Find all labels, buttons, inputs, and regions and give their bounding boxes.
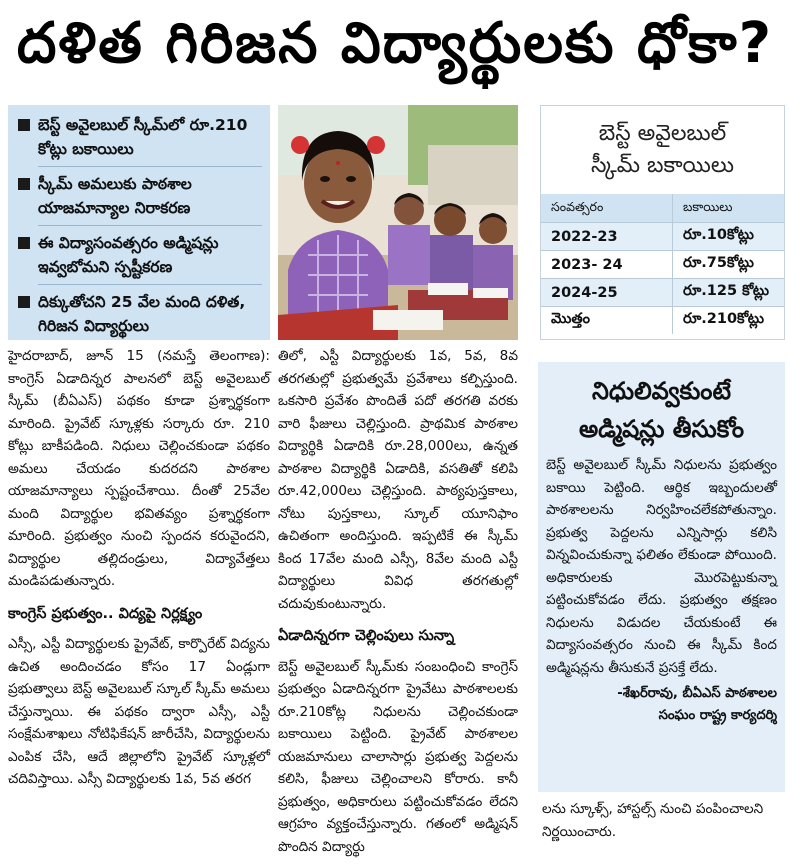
quote-signature-title: సంఘం రాష్ట్ర కార్యదర్శి xyxy=(658,708,777,723)
quote-box xyxy=(538,362,785,792)
square-bullet-icon xyxy=(18,119,30,131)
bullet-item xyxy=(18,172,262,220)
bullet-text: స్కీమ్ అమలుకు పాఠశాల యాజమాన్యాల నిరాకరణ xyxy=(38,175,192,217)
bullet-text: దిక్కుతోచని 25 వేల మంది దళిత, గిరిజన విద్యార్థులు xyxy=(38,293,246,335)
square-bullet-icon xyxy=(18,296,30,308)
article-column-3-tail: లను స్కూళ్స్, హాస్టల్స్ నుంచి పంపించాలని నిర్ణయించారు. xyxy=(542,801,764,840)
students-photo xyxy=(278,105,518,340)
bullet-text: బెస్ట్ అవైలబుల్ స్కీమ్‌లో రూ.210 కోట్లు బకాయిలు xyxy=(38,116,248,158)
year-cell: 2022-23 xyxy=(541,223,673,250)
dues-cell: రూ.10కోట్లు xyxy=(683,226,754,243)
headline: దళిత గిరిజన విద్యార్థులకు ధోకా? xyxy=(16,10,774,76)
year-cell: 2024-25 xyxy=(541,279,673,306)
highlights-box xyxy=(8,105,270,340)
article-column-1 xyxy=(8,345,270,791)
bullet-divider xyxy=(38,284,262,285)
header-year: సంవత్సరం xyxy=(541,194,673,222)
square-bullet-icon xyxy=(18,178,30,190)
dues-cell: రూ.75కోట్లు xyxy=(683,254,754,271)
table-title-line: స్కీమ్ బకాయిలు xyxy=(590,153,735,178)
bullet-item xyxy=(18,113,262,161)
dues-table xyxy=(540,105,785,340)
header-dues: బకాయిలు xyxy=(683,198,733,214)
article-paragraph: బెస్ట్ అవైలబుల్ స్కీమ్‌కు సంబంధించి కాంగ్రెస్ ప్రభుత్వం ఏడాదిన్నరగా ప్రైవేటు పాఠశాలలకు రూ.210కోట్ల నిధులను చెల్లించకుండా బకాయిలు పెట్టింది. ప్రైవేట్ పాఠశాలల యజమానులు చాలాసార్లు ప్రభుత్వ పెద్దలను కలిసి, ఫీజులు చెల్లించాలని కోరారు. కానీ ప్రభుత్వం, అధికారులు పట్టించుకోవడం లేదని ఆగ్రహం వ్యక్తంచేస్తున్నారు. గతంలో అడ్మిషన్ పొందిన విద్యార్థు xyxy=(278,658,518,855)
article-paragraph: తిలో, ఎస్టీ విద్యార్థులకు 1వ, 5వ, 8వ తరగతుల్లో ప్రభుత్వమే ప్రవేశాలు కల్పిస్తుంది. ఒకసారి ప్రవేశం పొందితే పదో తరగతి వరకు వారి ఫీజులు చెల్లిస్తుంది. ప్రాథమిక పాఠశాల విద్యార్థికి ఏడాదికి రూ.28,000లు, ఉన్నత పాఠశాల విద్యార్థికి ఏడాదికి, వసతితో కలిపి రూ.42,000లు చెల్లిస్తుంది. పాఠ్యపుస్తకాలు, నోటు పుస్తకాలు, స్కూల్ యూనిఫాం ఉచితంగా అందిస్తుంది. ఇప్పటికే ఈ స్కీమ్ కింద 17వేల మంది ఎస్సీ, 8వేల మంది ఎస్టీ విద్యార్థులు వివిధ తరగతుల్లో చదువుకుంటున్నారు. xyxy=(278,348,518,612)
table-row xyxy=(541,250,784,278)
quote-title-line: నిధులివ్వకుంటే xyxy=(591,377,731,405)
quote-signature: -శేఖర్‌రావు, బీఏఎస్ పాఠశాలల xyxy=(617,686,777,701)
year-cell: మొత్తం xyxy=(541,307,673,334)
table-title-line: బెస్ట్ అవైలబుల్ xyxy=(598,121,727,146)
article-paragraph: హైదరాబాద్, జూన్ 15 (నమస్తే తెలంగాణ): కాంగ్రెస్ ఏడాదిన్నర పాలనలో బెస్ట్ అవైలబుల్ స్కీమ్ (బీఏఎస్) పథకం కూడా ప్రశ్నార్థకంగా మారింది. ప్రైవేట్ స్కూళ్లకు సర్కారు రూ. 210 కోట్లు బాకీపడింది. నిధులు చెల్లించకుండా పథకం అమలు చేయడం కుదరదని పాఠశాల యాజమాన్యాలు స్పష్టంచేశాయి. దీంతో 25వేల మంది విద్యార్థుల భవితవ్యం ప్రశ్నార్థకంగా మారింది. ప్రభుత్వం నుంచి స్పందన కరువైందని, విద్యార్థుల తల్లిదండ్రులు, విద్యావేత్తలు మండిపడుతున్నారు. xyxy=(8,348,270,589)
table-title xyxy=(541,106,784,194)
quote-body: బెస్ట్ అవైలబుల్ స్కీమ్ నిధులను ప్రభుత్వం బకాయి పెట్టింది. ఆర్థిక ఇబ్బందులతో పాఠశాలలను నిర్వహించలేకపోతున్నాం. ప్రభుత్వ పెద్దలను ఎన్నిసార్లు కలిసి విన్నవించుకున్నా ఫలితం లేకుండా పోయింది. అధికారులకు మొరపెట్టుకున్నా పట్టించుకోవడం లేదు. ప్రభుత్వం తక్షణం నిధులను విడుదల చేయకుంటే ఈ విద్యాసంవత్సరం నుంచి ఈ స్కీమ్ కింద అడ్మిషన్లను తీసుకునే ప్రసక్తే లేదు. xyxy=(546,457,777,676)
bullet-item xyxy=(18,290,262,338)
bullet-text: ఈ విద్యాసంవత్సరం అడ్మిషన్లు ఇవ్వబోమని స్పష్టీకరణ xyxy=(38,234,219,276)
bullet-divider xyxy=(38,225,262,226)
bullet-item xyxy=(18,231,262,279)
square-bullet-icon xyxy=(18,237,30,249)
table-header-row xyxy=(541,194,784,222)
article-subhead: కాంగ్రెస్ ప్రభుత్వం.. విద్యపై నిర్లక్ష్యం xyxy=(8,605,203,622)
table-row xyxy=(541,278,784,306)
quote-title xyxy=(546,372,777,448)
article-column-2 xyxy=(278,345,518,858)
article-subhead: ఏడాదిన్నరగా చెల్లింపులు సున్నా xyxy=(278,628,455,644)
quote-title-line: అడ్మిషన్లు తీసుకోం xyxy=(578,415,744,443)
year-cell: 2023- 24 xyxy=(541,251,673,278)
article-paragraph: ఎస్సీ, ఎస్టీ విద్యార్థులకు ప్రైవేట్, కార్పొరేట్ విద్యను ఉచిత అందించడం కోసం 17 ఏండ్లుగా ప్రభుత్వాలు బెస్ట్ అవైలబుల్ స్కూల్ స్కీమ్ అమలు చేస్తున్నాయి. ఈ పథకం ద్వారా ఎస్సీ, ఎస్టీ సంక్షేమశాఖలు నోటిఫికేషన్ జారీచేసి, విద్యార్థులను ఎంపిక చేసి, ఆదే జిల్లాలోని ప్రైవేట్ స్కూళ్లలో చదివిస్తాయి. ఎస్సీ విద్యార్థులకు 1వ, 5వ తరగ xyxy=(8,636,270,787)
dues-cell: రూ.125 కోట్లు xyxy=(683,282,770,299)
bullet-divider xyxy=(38,166,262,167)
dues-cell: రూ.210కోట్లు xyxy=(683,310,765,327)
table-row xyxy=(541,222,784,250)
table-row xyxy=(541,306,784,334)
table-body xyxy=(541,222,784,334)
